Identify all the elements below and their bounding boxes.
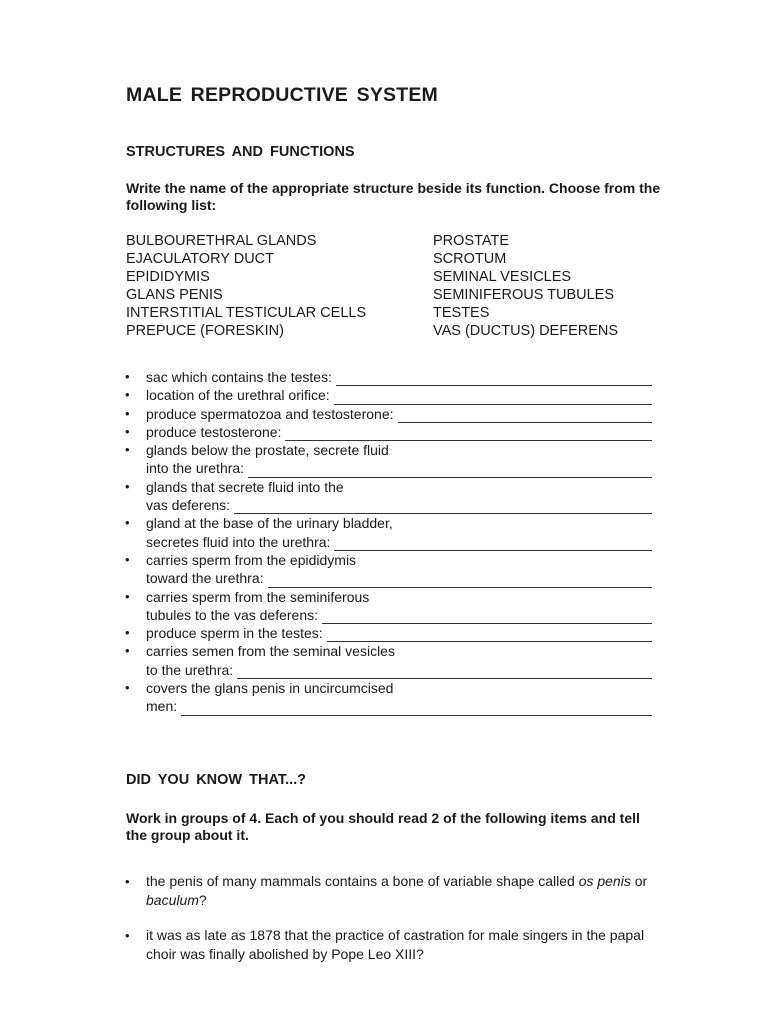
answer-blank[interactable] xyxy=(327,628,652,642)
question-text-continued: to the urethra: xyxy=(146,661,234,678)
answer-blank[interactable] xyxy=(322,610,652,624)
question-text: • carries sperm from the epididymis xyxy=(146,551,357,568)
question-item xyxy=(122,624,652,642)
question-item xyxy=(122,551,652,588)
answer-blank[interactable] xyxy=(181,702,652,716)
question-item xyxy=(122,386,652,404)
question-text-continued: toward the urethra: xyxy=(146,570,264,587)
question-item xyxy=(122,514,652,551)
answer-blank[interactable] xyxy=(237,665,652,679)
fact-item xyxy=(122,926,667,964)
question-text-continued: secretes fluid into the urethra: xyxy=(146,533,331,550)
structures-instructions: Write the name of the appropriate structure beside its function. Choose from the following list: xyxy=(126,180,661,213)
question-text: • sac which contains the testes: xyxy=(146,369,332,385)
word-list-item: PREPUCE (FORESKIN) xyxy=(126,323,284,339)
question-item xyxy=(122,423,652,441)
word-list-item: GLANS PENIS xyxy=(126,287,223,303)
question-item xyxy=(122,588,652,625)
did-you-know-instructions: Work in groups of 4. Each of you should read 2 of the following items and tell the group about it. xyxy=(126,810,640,843)
answer-blank[interactable] xyxy=(334,537,652,551)
answer-blank[interactable] xyxy=(248,464,652,478)
fact-text: it was as late as 1878 that the practice of castration for male singers in the papal choir was finally abolished by Pope Leo XIII? xyxy=(146,927,645,962)
question-item xyxy=(122,642,652,679)
fact-italic-term: os penis xyxy=(578,873,631,889)
section-heading-did-you-know: DID YOU KNOW THAT...? xyxy=(126,772,307,788)
question-text: • produce spermatozoa and testosterone: xyxy=(146,405,394,422)
question-text-continued: into the urethra: xyxy=(146,460,245,477)
question-text: • produce testosterone: xyxy=(146,423,282,440)
question-text: • carries sperm from the seminiferous xyxy=(146,588,370,605)
word-list-item: PROSTATE xyxy=(433,233,509,249)
question-text: • glands that secrete fluid into the xyxy=(146,478,344,495)
question-text: • carries semen from the seminal vesicles xyxy=(146,643,395,660)
question-text-continued: tubules to the vas deferens: xyxy=(146,606,318,623)
question-item xyxy=(122,441,652,478)
structure-word-list-right xyxy=(433,232,618,340)
question-text: • gland at the base of the urinary bladder, xyxy=(146,515,393,532)
answer-blank[interactable] xyxy=(398,409,653,423)
function-question-list xyxy=(122,368,652,716)
word-list-item: BULBOURETHRAL GLANDS xyxy=(126,233,317,249)
word-list-item: SEMINAL VESICLES xyxy=(433,269,572,285)
question-text: • covers the glans penis in uncircumcised xyxy=(146,680,394,697)
question-text: • glands below the prostate, secrete fluid xyxy=(146,442,389,459)
word-list-item: EJACULATORY DUCT xyxy=(126,251,274,267)
word-list-item: VAS (DUCTUS) DEFERENS xyxy=(433,323,619,339)
page-title: MALE REPRODUCTIVE SYSTEM xyxy=(126,84,438,106)
answer-blank[interactable] xyxy=(285,427,652,441)
question-item xyxy=(122,478,652,515)
answer-blank[interactable] xyxy=(268,574,652,588)
question-text: • produce sperm in the testes: xyxy=(146,625,323,642)
word-list-item: SCROTUM xyxy=(433,251,507,267)
word-list-item: EPIDIDYMIS xyxy=(126,269,210,285)
fact-text: the penis of many mammals contains a bone of variable shape called xyxy=(146,873,579,889)
word-list-item: SEMINIFEROUS TUBULES xyxy=(433,287,615,303)
answer-blank[interactable] xyxy=(336,372,652,386)
fact-text: or xyxy=(630,873,648,889)
fact-item xyxy=(122,872,667,910)
question-text-continued: men: xyxy=(146,698,178,715)
word-list-item: INTERSTITIAL TESTICULAR CELLS xyxy=(126,305,367,321)
section-heading-structures: STRUCTURES AND FUNCTIONS xyxy=(126,144,355,160)
question-item xyxy=(122,679,652,716)
word-list-item: TESTES xyxy=(433,305,490,321)
fact-italic-term: baculum xyxy=(146,892,199,908)
answer-blank[interactable] xyxy=(234,500,652,514)
question-item xyxy=(122,405,652,423)
fact-text: ? xyxy=(198,892,207,908)
did-you-know-list xyxy=(122,872,667,980)
question-text: • location of the urethral orifice: xyxy=(146,387,330,404)
structure-word-list-left xyxy=(126,232,366,340)
answer-blank[interactable] xyxy=(334,391,652,405)
question-item xyxy=(122,368,652,386)
question-text-continued: vas deferens: xyxy=(146,497,231,514)
